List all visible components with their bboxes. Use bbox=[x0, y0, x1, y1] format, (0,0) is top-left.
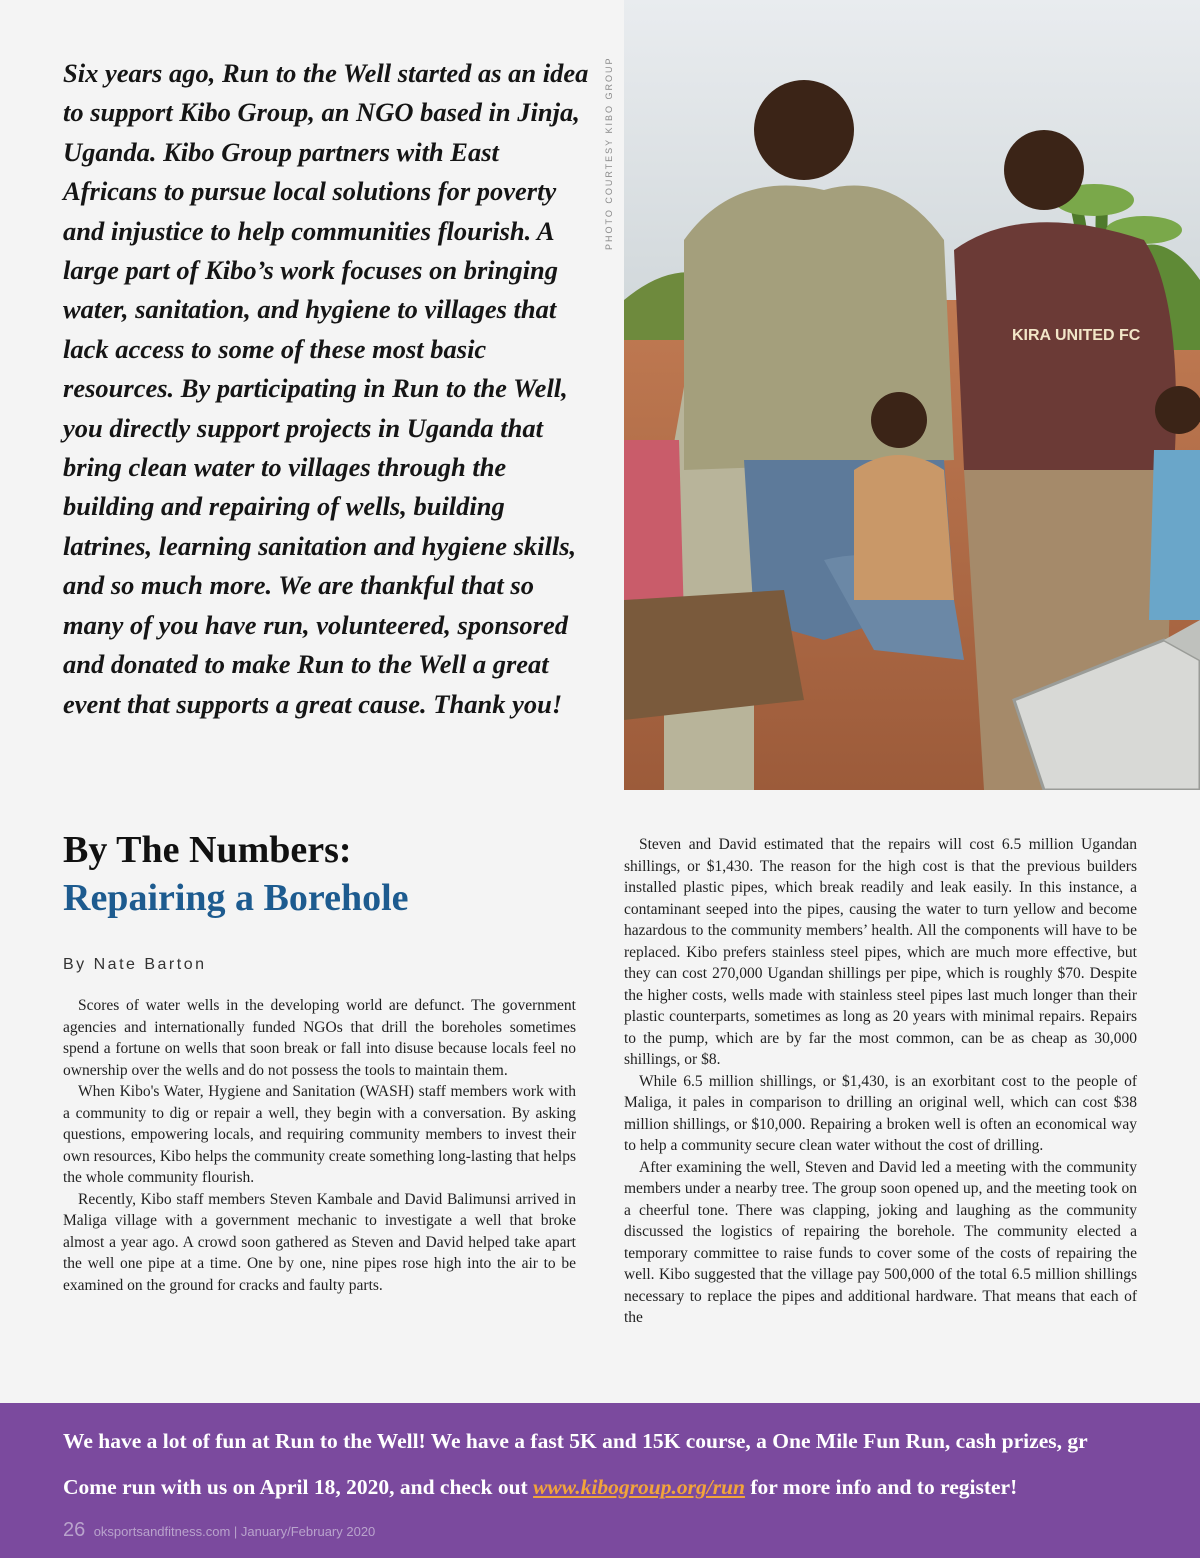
article-column-right bbox=[624, 834, 1137, 1329]
page-footer bbox=[63, 1519, 375, 1542]
banner-line-2 bbox=[63, 1475, 1017, 1500]
banner-text: for more info and to register! bbox=[744, 1475, 1018, 1499]
body-paragraph: While 6.5 million shillings, or $1,430, is an exorbitant cost to the people of Maliga, it pales in comparison to drilling an original well, which can cost $38 million shillings, or $10,000. Repairing a broken well is often an economical way to help a community secure clean water without the cost of drilling. bbox=[624, 1072, 1137, 1154]
page-number: 26 bbox=[63, 1519, 86, 1541]
article-title: By The Numbers: bbox=[63, 829, 352, 871]
article-byline: By Nate Barton bbox=[63, 956, 207, 973]
body-paragraph: Steven and David estimated that the repairs will cost 6.5 million Ugandan shillings, or $1,430. The reason for the high cost is that the previous builders installed plastic pipes, which break readily and leak easily. In this instance, a contaminant seeped into the pipes, causing the water to turn yellow and become hazardous to the community members’ health. All the components will have to be replaced. Kibo prefers stainless steel pipes, which are much more effective, but they can cost 270,000 Ugandan shillings per pipe, which is roughly $70. Despite the higher costs, wells made with stainless steel pipes last much longer than their plastic counterparts, sometimes as long as 20 years with minimal repairs. Repairs to the pump, which are by far the most common, can be as cheap as 30,000 shillings, or $8. bbox=[624, 836, 1137, 1068]
body-paragraph: Recently, Kibo staff members Steven Kambale and David Balimunsi arrived in Maliga village with a government mechanic to investigate a well that broke almost a year ago. A crowd soon gathered as Steven and David helped take apart the well one pipe at a time. One by one, nine pipes rose high into the air to be examined on the ground for cracks and faulty parts. bbox=[63, 1190, 576, 1294]
body-paragraph: After examining the well, Steven and David led a meeting with the community members under a nearby tree. The group soon opened up, and the meeting took on a cheerful tone. There was clapping, joking and laughing as the community discussed the logistics of repairing the borehole. The community elected a temporary committee to raise funds to cover some of the costs of repairing the well. Kibo suggested that the village pay 500,000 of the total 6.5 million shillings necessary to replace the pipes and additional hardware. That means that each of the bbox=[624, 1158, 1137, 1326]
article-subtitle: Repairing a Borehole bbox=[63, 877, 409, 919]
banner-text: Come run with us on April 18, 2020, and check out bbox=[63, 1475, 534, 1499]
promo-banner bbox=[0, 1403, 1200, 1558]
register-link[interactable]: www.kibogroup.org/run bbox=[533, 1475, 745, 1499]
photo-credit: PHOTO COURTESY KIBO GROUP bbox=[604, 56, 614, 250]
intro-paragraph: Six years ago, Run to the Well started as an idea to support Kibo Group, an NGO based in Jinja, Uganda. Kibo Group partners with East Africans to pursue local solutions for poverty and injustice to help communities flourish. A large part of Kibo’s work focuses on bringing water, sanitation, and hygiene to villages that lack access to some of these most basic resources. By participating in Run to the Well, you directly support projects in Uganda that bring clean water to villages through the building and repairing of wells, building latrines, learning sanitation and hygiene skills, and so much more. We are thankful that so many of you have run, volunteered, sponsored and donated to make Run to the Well a great event that supports a great cause. Thank you! bbox=[63, 58, 589, 719]
shirt-text: KIRA UNITED FC bbox=[1012, 327, 1141, 344]
article-photo bbox=[624, 0, 1200, 790]
publication-info: oksportsandfitness.com | January/February 2020 bbox=[93, 1524, 376, 1539]
banner-line-1: We have a lot of fun at Run to the Well! We have a fast 5K and 15K course, a One Mile Fun Run, cash prizes, gr bbox=[63, 1429, 1088, 1453]
body-paragraph: When Kibo's Water, Hygiene and Sanitation (WASH) staff members work with a community to dig or repair a well, they begin with a conversation. By asking questions, empowering locals, and requiring community members to invest their own resources, Kibo helps the community create something long-lasting that helps the whole community flourish. bbox=[63, 1083, 576, 1186]
body-paragraph: Scores of water wells in the developing world are defunct. The government agencies and internationally funded NGOs that drill the boreholes sometimes spend a fortune on wells that soon break or fall into disuse because locals feel no ownership over the wells and do not possess the tools to maintain them. bbox=[63, 997, 576, 1079]
article-column-left bbox=[63, 995, 576, 1296]
